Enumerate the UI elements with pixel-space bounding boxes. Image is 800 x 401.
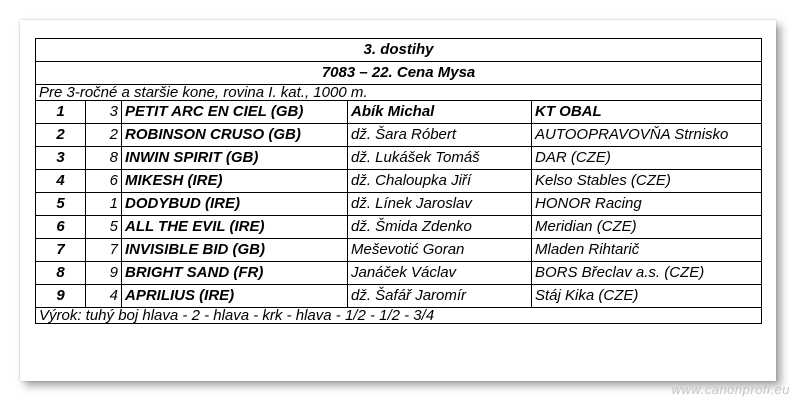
start-number: 5 [86,216,122,239]
place: 3 [36,147,86,170]
table-row [36,170,762,193]
start-number: 8 [86,147,122,170]
place: 7 [36,239,86,262]
result-note: Výrok: tuhý boj hlava - 2 - hlava - krk - hlava - 1/2 - 1/2 - 3/4 [36,308,762,324]
start-number: 6 [86,170,122,193]
start-number: 2 [86,124,122,147]
table-row [36,124,762,147]
owner-name: AUTOOPRAVOVŇA Strnisko [532,124,762,147]
jockey-name: dž. Šara Róbert [348,124,532,147]
horse-name: MIKESH (IRE) [122,170,348,193]
jockey-name: dž. Chaloupka Jiří [348,170,532,193]
horse-name: ALL THE EVIL (IRE) [122,216,348,239]
jockey-name: dž. Šmida Zdenko [348,216,532,239]
table-row [36,239,762,262]
horse-name: DODYBUD (IRE) [122,193,348,216]
place: 5 [36,193,86,216]
horse-name: ROBINSON CRUSO (GB) [122,124,348,147]
jockey-name: Janáček Václav [348,262,532,285]
jockey-name: Abík Michal [348,101,532,124]
jockey-name: Meševotić Goran [348,239,532,262]
place: 8 [36,262,86,285]
table-row [36,193,762,216]
owner-name: Stáj Kika (CZE) [532,285,762,308]
place: 9 [36,285,86,308]
owner-name: DAR (CZE) [532,147,762,170]
race-title: 3. dostihy [36,39,762,62]
race-name: 7083 – 22. Cena Mysa [36,62,762,85]
horse-name: APRILIUS (IRE) [122,285,348,308]
jockey-name: dž. Šafář Jaromír [348,285,532,308]
start-number: 3 [86,101,122,124]
jockey-name: dž. Línek Jaroslav [348,193,532,216]
owner-name: Kelso Stables (CZE) [532,170,762,193]
owner-name: HONOR Racing [532,193,762,216]
jockey-name: dž. Lukášek Tomáš [348,147,532,170]
place: 4 [36,170,86,193]
start-number: 1 [86,193,122,216]
table-row [36,262,762,285]
horse-name: INWIN SPIRIT (GB) [122,147,348,170]
table-row [36,216,762,239]
owner-name: Mladen Rihtarič [532,239,762,262]
horse-name: PETIT ARC EN CIEL (GB) [122,101,348,124]
owner-name: KT OBAL [532,101,762,124]
start-number: 7 [86,239,122,262]
race-results-table [35,38,762,324]
table-row [36,101,762,124]
start-number: 9 [86,262,122,285]
horse-name: INVISIBLE BID (GB) [122,239,348,262]
owner-name: Meridian (CZE) [532,216,762,239]
place: 1 [36,101,86,124]
place: 2 [36,124,86,147]
document-frame [20,20,776,381]
race-conditions: Pre 3-ročné a staršie kone, rovina I. kat., 1000 m. [36,85,762,101]
table-row [36,285,762,308]
owner-name: BORS Břeclav a.s. (CZE) [532,262,762,285]
place: 6 [36,216,86,239]
table-row [36,147,762,170]
start-number: 4 [86,285,122,308]
watermark: www.canonprofi.eu [671,382,790,397]
horse-name: BRIGHT SAND (FR) [122,262,348,285]
